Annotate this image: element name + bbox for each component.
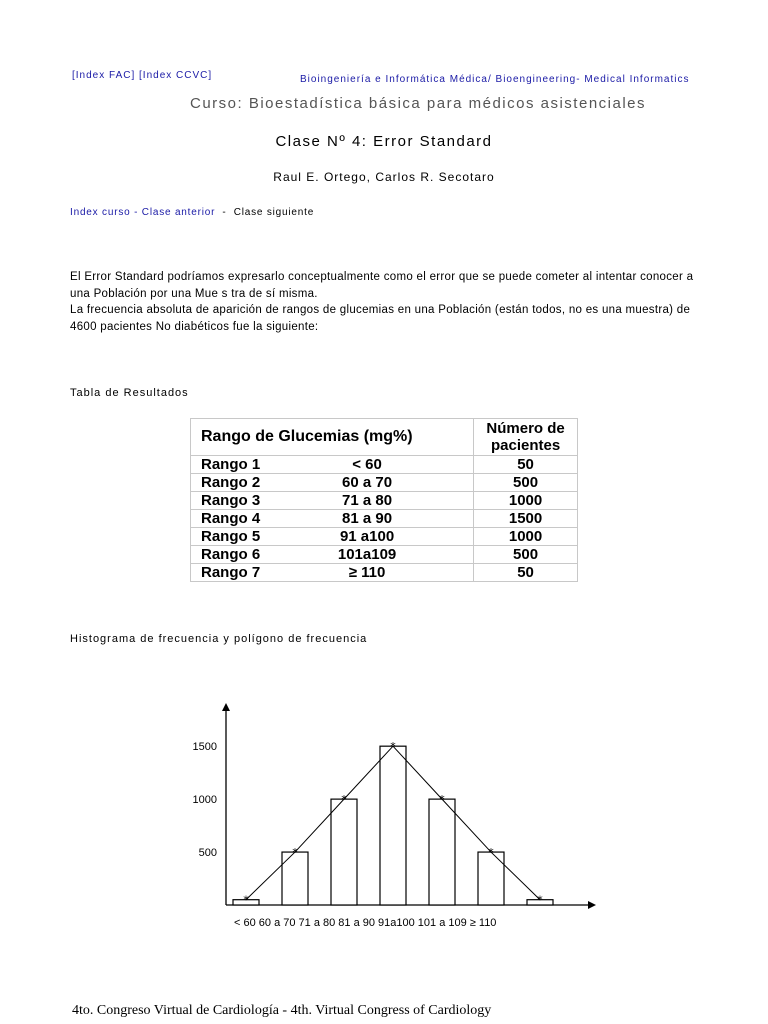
- polygon-point-marker: *: [439, 793, 445, 807]
- table-title: Tabla de Resultados: [70, 387, 189, 399]
- histogram-bar: [282, 852, 308, 905]
- cell-n: 1000: [474, 528, 578, 546]
- cell-n: 50: [474, 456, 578, 474]
- cell-valor: 60 a 70: [261, 474, 474, 492]
- header-count-line1: Número de: [486, 420, 565, 437]
- course-title: Curso: Bioestadística básica para médicos asistenciales: [190, 95, 647, 112]
- histogram-chart: [180, 695, 600, 935]
- cell-valor: 101a109: [261, 546, 474, 564]
- x-tick-labels: < 60 60 a 70 71 a 80 81 a 90 91a100 101 a 109 ≥ 110: [234, 917, 497, 929]
- cell-rango: Rango 4: [191, 510, 262, 528]
- cell-valor: ≥ 110: [261, 564, 474, 582]
- histogram-bar: [331, 799, 357, 905]
- polygon-point-marker: *: [341, 793, 347, 807]
- index-links[interactable]: [72, 70, 212, 81]
- nav-separator-2: -: [215, 207, 234, 218]
- header-count-line2: pacientes: [490, 437, 561, 454]
- header-count: [474, 419, 578, 456]
- table-header-row: [191, 419, 578, 456]
- course-nav: [70, 207, 314, 218]
- cell-valor: < 60: [261, 456, 474, 474]
- table-row: [191, 546, 578, 564]
- polygon-point-marker: *: [243, 893, 249, 907]
- index-curso-link[interactable]: Index curso: [70, 207, 131, 218]
- cell-n: 1000: [474, 492, 578, 510]
- polygon-point-marker: *: [292, 846, 298, 860]
- lesson-title: Clase Nº 4: Error Standard: [275, 133, 493, 150]
- cell-valor: 91 a100: [261, 528, 474, 546]
- cell-n: 50: [474, 564, 578, 582]
- table-row: [191, 474, 578, 492]
- y-axis-arrow: [222, 703, 230, 711]
- polygon-point-marker: *: [537, 893, 543, 907]
- y-tick-label: 500: [198, 847, 217, 860]
- cell-valor: 71 a 80: [261, 492, 474, 510]
- table-row: [191, 564, 578, 582]
- histogram-bar: [478, 852, 504, 905]
- intro-text: [70, 269, 710, 335]
- cell-rango: Rango 5: [191, 528, 262, 546]
- table-row: [191, 510, 578, 528]
- cell-n: 1500: [474, 510, 578, 528]
- polygon-point-marker: *: [488, 846, 494, 860]
- footer: 4to. Congreso Virtual de Cardiología - 4th. Virtual Congress of Cardiology: [72, 1003, 492, 1018]
- results-table: [190, 418, 578, 582]
- nav-separator-1: -: [130, 207, 142, 218]
- y-tick-label: 1000: [192, 794, 217, 807]
- cell-n: 500: [474, 546, 578, 564]
- org-link[interactable]: Bioingeniería e Informática Médica/ Bioengineering- Medical Informatics: [300, 74, 690, 85]
- clase-anterior-link[interactable]: Clase anterior: [141, 207, 216, 218]
- cell-rango: Rango 2: [191, 474, 262, 492]
- cell-n: 500: [474, 474, 578, 492]
- intro-paragraph-2: La frecuencia absoluta de aparición de rangos de glucemias en una Población (están todos, no es una muestra) de 4600 pacientes No diabéticos fue la siguiente:: [70, 304, 691, 333]
- authors: Raul E. Ortego, Carlos R. Secotaro: [273, 170, 495, 184]
- clase-siguiente-link[interactable]: Clase siguiente: [233, 207, 315, 218]
- table-row: [191, 528, 578, 546]
- histogram-title: Histograma de frecuencia y polígono de frecuencia: [70, 633, 368, 645]
- cell-rango: Rango 1: [191, 456, 262, 474]
- cell-rango: Rango 3: [191, 492, 262, 510]
- index-fac-ccvc-link[interactable]: [Index FAC] [Index CCVC]: [72, 70, 213, 81]
- cell-rango: Rango 6: [191, 546, 262, 564]
- intro-paragraph-1: El Error Standard podríamos expresarlo conceptualmente como el error que se puede cometer al intentar conocer a una Población por una Mue s tra de sí misma.: [70, 271, 694, 300]
- histogram-bar: [380, 746, 406, 905]
- header-range: Rango de Glucemias (mg%): [191, 419, 474, 456]
- x-axis-arrow: [588, 901, 596, 909]
- table-row: [191, 456, 578, 474]
- cell-rango: Rango 7: [191, 564, 262, 582]
- cell-valor: 81 a 90: [261, 510, 474, 528]
- y-tick-label: 1500: [192, 741, 217, 754]
- histogram-bar: [429, 799, 455, 905]
- polygon-point-marker: *: [390, 740, 396, 754]
- table-row: [191, 492, 578, 510]
